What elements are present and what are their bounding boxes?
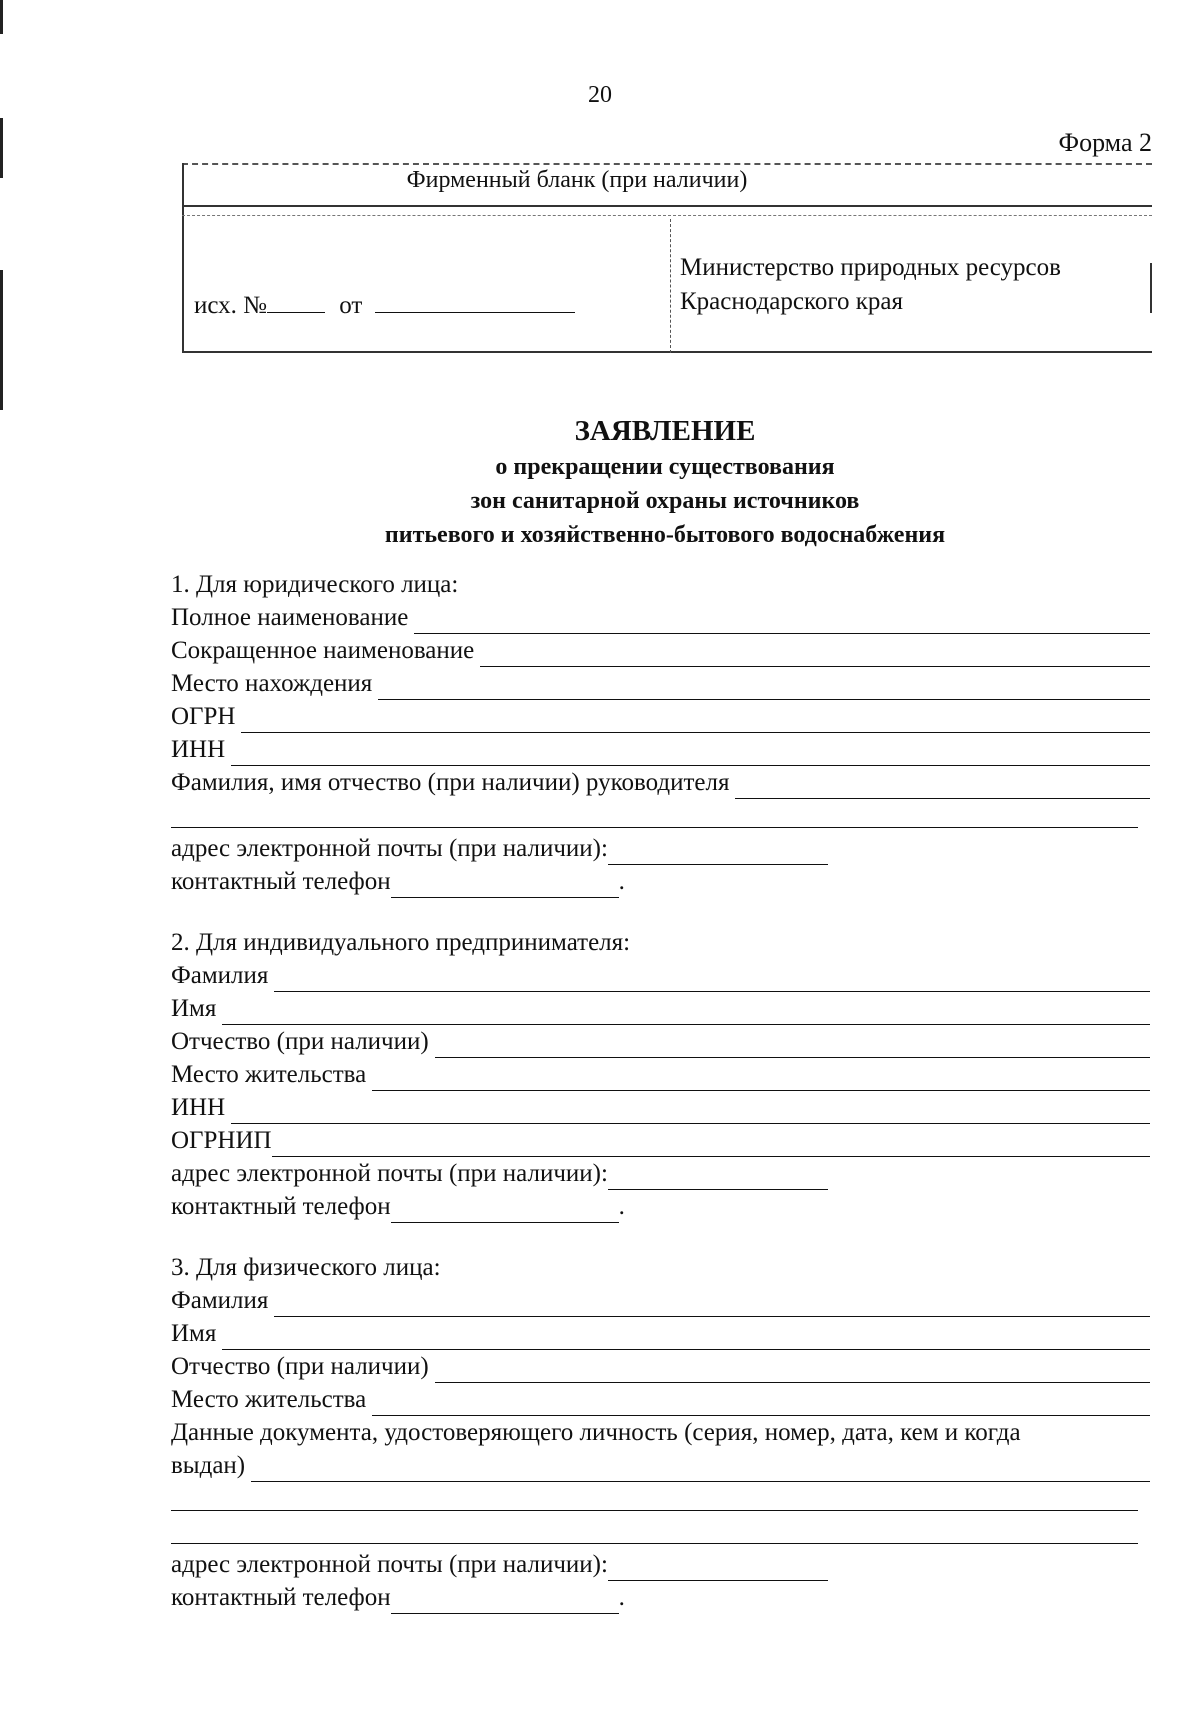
legal-ogrn-input[interactable] xyxy=(241,706,1150,733)
legal-location-input[interactable] xyxy=(378,673,1150,700)
scan-edge-mark xyxy=(0,270,3,410)
ie-name-field xyxy=(171,992,1150,1025)
field-label: Место нахождения xyxy=(171,670,373,697)
section-title: 3. Для физического лица: xyxy=(171,1254,441,1281)
person-name-field xyxy=(171,1317,1150,1350)
legal-full-name-input[interactable] xyxy=(414,607,1150,634)
box-border xyxy=(182,215,1152,216)
legal-ogrn-field xyxy=(171,700,1150,733)
letterhead-label: Фирменный бланк (при наличии) xyxy=(406,167,748,193)
field-period: . xyxy=(618,868,625,895)
recipient-line: Краснодарского края xyxy=(680,288,903,315)
field-label: Отчество (при наличии) xyxy=(171,1353,429,1380)
legal-full-name-field xyxy=(171,601,1150,634)
field-label: ОГРНИП xyxy=(171,1127,272,1154)
identity-document-input[interactable] xyxy=(251,1455,1150,1482)
field-label: Полное наименование xyxy=(171,604,409,631)
person-phone-input[interactable] xyxy=(391,1587,619,1614)
ref-date-label: от xyxy=(339,292,363,319)
ie-ogrnip-input[interactable] xyxy=(272,1130,1150,1157)
ie-inn-field xyxy=(171,1091,1150,1124)
ie-residence-input[interactable] xyxy=(372,1064,1150,1091)
field-label: Сокращенное наименование xyxy=(171,637,475,664)
ie-patronymic-field xyxy=(171,1025,1150,1058)
legal-head-name-input[interactable] xyxy=(735,772,1150,799)
legal-phone-input[interactable] xyxy=(391,871,619,898)
field-label: адрес электронной почты (при наличии): xyxy=(171,1160,608,1187)
legal-short-name-field xyxy=(171,634,1150,667)
box-border xyxy=(182,163,1152,165)
field-label: Фамилия xyxy=(171,962,269,989)
field-label: Имя xyxy=(171,1320,217,1347)
legal-inn-field xyxy=(171,733,1150,766)
person-email-input[interactable] xyxy=(608,1554,828,1581)
form-body xyxy=(171,568,1150,1614)
scan-edge-mark xyxy=(0,0,3,34)
ie-surname-input[interactable] xyxy=(274,965,1150,992)
page-number: 20 xyxy=(588,82,612,108)
document-title xyxy=(0,412,1200,552)
ie-name-input[interactable] xyxy=(222,998,1150,1025)
ie-email-field xyxy=(171,1157,1150,1190)
legal-email-input[interactable] xyxy=(608,838,828,865)
section-title: 2. Для индивидуального предпринимателя: xyxy=(171,929,631,956)
recipient xyxy=(680,251,1140,319)
field-label: Место жительства xyxy=(171,1061,367,1088)
box-border xyxy=(182,351,1152,353)
legal-head-name-continuation[interactable] xyxy=(171,799,1150,832)
recipient-line: Министерство природных ресурсов xyxy=(680,254,1061,281)
field-label: ОГРН xyxy=(171,703,236,730)
letterhead-box xyxy=(182,163,1152,353)
title-line: зон санитарной охраны источников xyxy=(470,488,860,514)
field-period: . xyxy=(618,1193,625,1220)
ie-ogrnip-field xyxy=(171,1124,1150,1157)
identity-document-continuation[interactable] xyxy=(171,1482,1150,1515)
person-phone-field xyxy=(171,1581,1150,1614)
form-label: Форма 2 xyxy=(1058,128,1152,157)
identity-document-label: Данные документа, удостоверяющего личность (серия, номер, дата, кем и когда xyxy=(171,1419,1021,1446)
field-label: выдан) xyxy=(171,1452,246,1479)
person-residence-field xyxy=(171,1383,1150,1416)
title-line: питьевого и хозяйственно-бытового водоснабжения xyxy=(384,522,946,548)
scan-edge-mark xyxy=(0,118,3,178)
identity-document-continuation[interactable] xyxy=(171,1515,1150,1548)
box-border xyxy=(182,205,1152,207)
box-divider xyxy=(670,219,671,353)
field-label: адрес электронной почты (при наличии): xyxy=(171,835,608,862)
ref-date-field[interactable] xyxy=(375,290,575,313)
field-period: . xyxy=(618,1584,625,1611)
ref-number-label: исх. № xyxy=(194,292,267,319)
person-email-field xyxy=(171,1548,1150,1581)
ie-surname-field xyxy=(171,959,1150,992)
legal-phone-field xyxy=(171,865,1150,898)
field-label: Имя xyxy=(171,995,217,1022)
field-label: контактный телефон xyxy=(171,1584,391,1611)
identity-document-field xyxy=(171,1449,1150,1482)
ie-residence-field xyxy=(171,1058,1150,1091)
person-surname-input[interactable] xyxy=(274,1290,1150,1317)
title-main: ЗАЯВЛЕНИЕ xyxy=(574,415,756,447)
field-label: контактный телефон xyxy=(171,868,391,895)
legal-head-name-field xyxy=(171,766,1150,799)
field-label: Фамилия xyxy=(171,1287,269,1314)
box-border xyxy=(1150,263,1152,313)
field-label: контактный телефон xyxy=(171,1193,391,1220)
field-label: ИНН xyxy=(171,1094,226,1121)
ie-email-input[interactable] xyxy=(608,1163,828,1190)
person-patronymic-field xyxy=(171,1350,1150,1383)
title-line: о прекращении существования xyxy=(495,454,835,480)
ie-phone-input[interactable] xyxy=(391,1196,619,1223)
legal-email-field xyxy=(171,832,1150,865)
ie-patronymic-input[interactable] xyxy=(435,1031,1150,1058)
person-residence-input[interactable] xyxy=(372,1389,1150,1416)
field-label: Отчество (при наличии) xyxy=(171,1028,429,1055)
field-label: ИНН xyxy=(171,736,226,763)
field-label: Место жительства xyxy=(171,1386,367,1413)
ie-phone-field xyxy=(171,1190,1150,1223)
outgoing-reference xyxy=(194,290,575,320)
person-name-input[interactable] xyxy=(222,1323,1150,1350)
legal-short-name-input[interactable] xyxy=(480,640,1150,667)
section-title: 1. Для юридического лица: xyxy=(171,571,459,598)
ref-number-field[interactable] xyxy=(267,290,325,313)
field-label: адрес электронной почты (при наличии): xyxy=(171,1551,608,1578)
person-surname-field xyxy=(171,1284,1150,1317)
legal-inn-input[interactable] xyxy=(231,739,1150,766)
field-label: Фамилия, имя отчество (при наличии) руководителя xyxy=(171,769,730,796)
person-patronymic-input[interactable] xyxy=(435,1356,1150,1383)
legal-location-field xyxy=(171,667,1150,700)
ie-inn-input[interactable] xyxy=(231,1097,1150,1124)
